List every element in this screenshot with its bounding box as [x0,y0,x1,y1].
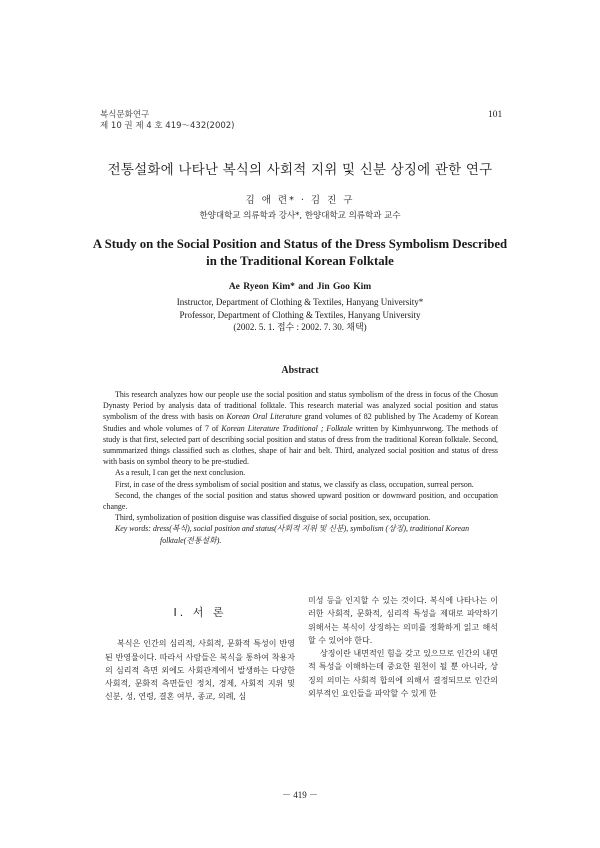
body-paragraph: 미성 등을 인지할 수 있는 것이다. 복식에 나타나는 이러한 사회적, 문화적, 심리적 특성을 제대로 파악하기 위해서는 복식이 상징하는 의미를 정확하게 읽고 해석할 수 있어야 한다. [308,596,498,645]
abstract-heading: Abstract [281,365,319,376]
journal-header [100,110,235,132]
abstract-italic-title: Korean Oral Literature [226,412,302,422]
abstract-text: This research analyzes how our people use the social position and status symbolism of the dress in focus of the Chosun Dynasty Period by analysis data of traditional folktale. This research material was analyzed social position and status symbolism of the dress with basis on [103,390,498,422]
affiliation-line-1: Instructor, Department of Clothing & Textiles, Hanyang University* [176,297,424,307]
keywords-line-2: folktale(전통설화). [160,535,222,545]
abstract-paragraph-1 [103,389,498,467]
english-affiliations [0,296,600,334]
abstract-paragraph-4: Second, the changes of the social position and status showed upward position or downward position, and occupation change. [103,490,498,512]
received-accepted-dates: (2002. 5. 1. 접수 : 2002. 7. 30. 채택) [233,322,367,332]
volume-issue: 제 10 권 제 4 호 419～432(2002) [100,121,235,131]
section-heading-introduction: Ⅰ. 서 론 [173,606,227,619]
page-number-top: 101 [488,110,503,120]
abstract-paragraph-2: As a result, I can get the next conclusion. [115,468,246,478]
affiliation-line-2: Professor, Department of Clothing & Textiles, Hanyang University [179,309,421,320]
english-title-line1: A Study on the Social Position and Status of the Dress Symbolism Described [92,237,508,251]
body-paragraph: 복식은 인간의 심리적, 사회적, 문화적 특성이 반영된 반영물이다. 따라서 사람들은 복식을 통하여 착용자의 심리적 측면 외에도 사회관계에서 발생하는 다양한 사회적, 문화적 측면들인 정치, 경제, 사회적 지위 및 신분, 성, 연령, 결혼 여부, 종교, 의례, 심 [105,639,295,702]
abstract-paragraph-5: Third, symbolization of position disguise was classified disguise of social position, sex, occupation. [115,513,431,523]
body-column-right [308,594,498,700]
keywords-continued [103,535,498,546]
abstract-italic-title: Korean Literature Traditional ; Folktale [221,423,353,433]
abstract-text: grand volumes of 82 published by The Academy of Korean Studies and whole volumes of 7 of [103,412,498,433]
korean-affiliation: 한양대학교 의류학과 강사*, 한양대학교 의류학과 교수 [199,211,401,221]
english-title [60,236,540,270]
abstract-text: written by Kimhyunrwong. The methods of study is that first, selected part of describing social position and status of dress from the traditional Korean folktale. Second, summmarized things classified such as clothes, shape of hair and belt. Third, analyzed social position and status of dress with basis on symbol theory to be pre-studied. [103,423,498,467]
body-column-left [105,594,295,704]
body-paragraph: 상징이란 내면적인 힘을 갖고 있으므로 인간의 내면적 특성을 이해하는데 중요한 원천이 될 뿐 아니라, 상징의 의미는 사회적 합의에 의해서 결정되므로 인간의 외부적인 요인들을 파악할 수 있게 한 [308,649,498,699]
abstract-paragraph-3: First, in case of the dress symbolism of social position and status, we classify as class, occupation, surreal person. [115,479,474,489]
journal-name: 복식문화연구 [100,110,150,120]
keywords [103,523,498,534]
page-number-bottom: － 419 － [281,790,318,800]
korean-title: 전통설화에 나타난 복식의 사회적 지위 및 신분 상징에 관한 연구 [107,162,493,178]
abstract-body [103,389,498,546]
keywords-line-1: Key words: dress(복식), social position and status(사회적 지위 및 신분), symbolism (상징), traditional Korean [115,524,470,534]
english-title-line2: in the Traditional Korean Folktale [206,254,394,268]
english-authors: Ae Ryeon Kim* and Jin Goo Kim [228,282,372,292]
korean-authors: 김 애 련* · 김 진 구 [245,195,355,206]
